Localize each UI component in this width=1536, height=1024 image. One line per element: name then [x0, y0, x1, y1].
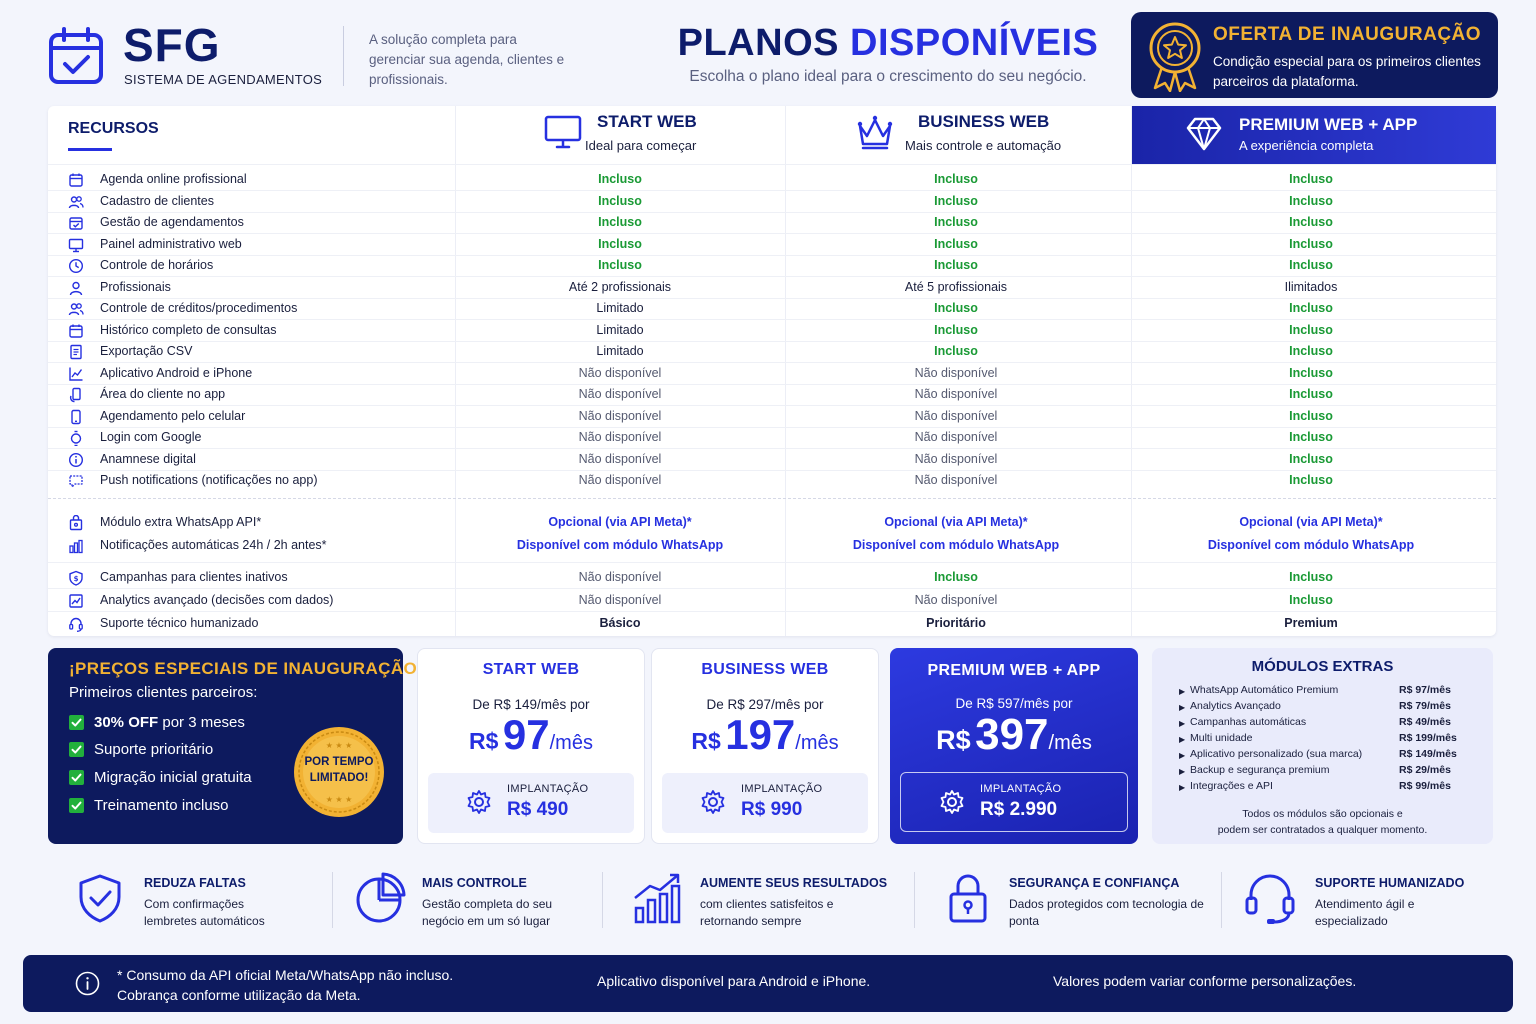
monitor-icon [68, 237, 84, 253]
plan-value-cell: Opcional (via API Meta)* [1239, 515, 1383, 529]
gear-icon [700, 789, 726, 815]
monitor-icon [543, 112, 583, 152]
plan-subtitle: Mais controle e automação [905, 138, 1062, 153]
feature-label: Notificações automáticas 24h / 2h antes* [100, 537, 327, 552]
module-item [1179, 780, 1479, 795]
plan-value-cell: Opcional (via API Meta)* [884, 515, 1028, 529]
feature-row [48, 406, 1496, 428]
feature-label: Controle de horários [100, 258, 214, 272]
page-title [668, 20, 1108, 66]
plan-value-cell: Incluso [1289, 593, 1333, 607]
bullet-icon: ▶ [1179, 751, 1186, 760]
crown-icon [855, 112, 895, 152]
plan-value-cell: Até 5 profissionais [904, 279, 1008, 294]
feature-label: Painel administrativo web [100, 236, 242, 251]
promo-item-text: Treinamento incluso [94, 797, 229, 814]
setup-fee-value: R$ 990 [741, 799, 803, 820]
features-header: RECURSOS [68, 120, 159, 137]
promo-item-bold: 30% OFF [94, 714, 159, 731]
users-icon [68, 194, 84, 210]
plan-value-cell: Incluso [934, 344, 978, 358]
plan-value-cell: Não disponível [914, 430, 998, 444]
headset-icon [68, 616, 84, 632]
module-price: R$ 97/mês [1399, 684, 1451, 696]
calendar-check-icon [48, 26, 104, 86]
feature-row [48, 277, 1496, 299]
calendar-icon [68, 323, 84, 339]
price-original: De R$ 597/mês por [955, 696, 1073, 711]
module-price: R$ 29/mês [1399, 764, 1451, 776]
setup-fee-box [662, 773, 868, 833]
benefit-text: Gestão completa do seu negócio em um só lugar [422, 897, 553, 928]
row-divider [48, 562, 1496, 563]
feature-row [48, 512, 1496, 534]
plan-value-cell: Incluso [598, 172, 642, 186]
plan-value-cell: Até 2 profissionais [568, 279, 672, 294]
header [0, 0, 1536, 104]
offer-title: OFERTA DE INAUGURAÇÃO [1213, 24, 1482, 45]
plan-value-cell: Incluso [598, 193, 642, 208]
setup-fee-label: IMPLANTAÇÃO [980, 783, 1062, 795]
price-card-start[interactable] [417, 648, 645, 844]
check-icon [69, 742, 84, 757]
benefit-title: SEGURANÇA E CONFIANÇA [1009, 876, 1180, 890]
feature-row [48, 384, 1496, 406]
phone-icon [68, 409, 84, 425]
module-price: R$ 79/mês [1399, 700, 1451, 712]
plan-value-cell: Não disponível [914, 387, 998, 401]
promo-item [69, 768, 319, 788]
modules-note [1152, 806, 1493, 838]
promo-item-text: Suporte prioritário [94, 741, 214, 758]
plan-value-cell: Disponível com módulo WhatsApp [1207, 537, 1415, 552]
footer-app-note: Aplicativo disponível para Android e iPhone. [597, 973, 871, 989]
setup-fee-value: R$ 490 [507, 799, 569, 820]
benefit-more-control [352, 866, 597, 936]
promo-title: ¡PREÇOS ESPECIAIS DE INAUGURAÇÃO [69, 659, 418, 678]
bullet-icon: ▶ [1179, 735, 1186, 744]
benefit-title: MAIS CONTROLE [422, 876, 527, 890]
modules-note-line-1: Todos os módulos são opcionais e [1242, 808, 1403, 820]
svg-text:$: $ [73, 575, 79, 583]
price-card-title: PREMIUM WEB + APP [927, 662, 1101, 679]
price-original: De R$ 149/mês por [472, 697, 590, 712]
bullet-icon: ▶ [1179, 703, 1186, 712]
price-value [652, 711, 878, 759]
feature-label: Suporte técnico humanizado [100, 616, 259, 630]
price-card-title: BUSINESS WEB [701, 661, 829, 678]
plan-value-cell: Básico [599, 616, 641, 630]
row-divider [48, 611, 1496, 612]
tagline: A solução completa para gerenciar sua agenda, clientes e profissionais. [369, 32, 565, 87]
row-divider [48, 164, 1496, 165]
gear-icon [466, 789, 492, 815]
feature-row [48, 567, 1496, 589]
benefit-text: Dados protegidos com tecnologia de ponta [1009, 897, 1204, 928]
feature-label: Área do cliente no app [100, 387, 226, 401]
plan-header-start [455, 106, 785, 164]
plan-value-cell: Opcional (via API Meta)* [548, 515, 692, 529]
benefit-results [630, 866, 910, 936]
bars-icon [68, 538, 84, 554]
promo-item [69, 740, 319, 760]
extra-modules-panel [1152, 648, 1493, 844]
module-price: R$ 199/mês [1399, 732, 1457, 744]
headset-icon [1242, 870, 1298, 926]
feature-label: Gestão de agendamentos [100, 215, 244, 229]
feature-label: Controle de créditos/procedimentos [100, 301, 298, 315]
row-divider [48, 588, 1496, 589]
price-card-business[interactable] [651, 648, 879, 844]
offer-banner [1131, 12, 1498, 98]
plan-value-cell: Incluso [934, 301, 978, 315]
plan-value-cell: Não disponível [578, 387, 662, 401]
plan-value-cell: Disponível com módulo WhatsApp [852, 537, 1060, 552]
plan-header-business [785, 106, 1131, 164]
promo-item-text: Migração inicial gratuita [94, 769, 252, 786]
seal-text [293, 754, 385, 786]
benefit-divider [332, 872, 333, 928]
seal-line-1: POR TEMPO [304, 756, 374, 768]
module-price: R$ 149/mês [1399, 748, 1457, 760]
plan-value-cell: Incluso [1289, 322, 1333, 337]
plan-value-cell: Não disponível [578, 451, 662, 466]
plan-value-cell: Incluso [1289, 258, 1333, 272]
plan-value-cell: Incluso [1289, 570, 1333, 584]
phone-hand-icon [68, 387, 84, 403]
feature-row [48, 341, 1496, 363]
feature-label: Módulo extra WhatsApp API* [100, 515, 262, 529]
plan-value-cell: Não disponível [914, 408, 998, 423]
feature-row [48, 234, 1496, 256]
plan-value-cell: Incluso [598, 258, 642, 272]
setup-fee-label: IMPLANTAÇÃO [741, 783, 823, 795]
svg-text:★ ★ ★: ★ ★ ★ [325, 795, 353, 804]
pie-chart-icon [352, 870, 408, 926]
feature-label: Anamnese digital [100, 451, 196, 466]
plan-value-cell: Não disponível [914, 473, 998, 487]
check-icon [69, 770, 84, 785]
price-value [890, 710, 1138, 760]
feature-row [48, 363, 1496, 385]
benefit-reduce-absences [72, 866, 322, 936]
growth-chart-icon [630, 870, 686, 926]
price-period: /mês [795, 732, 839, 754]
bullet-icon: ▶ [1179, 687, 1186, 696]
calendar-check-icon [68, 215, 84, 231]
footer-api-note-line-2: Cobrança conforme utilização da Meta. [117, 987, 361, 1003]
plan-value-cell: Incluso [934, 258, 978, 272]
feature-label: Campanhas para clientes inativos [100, 570, 288, 584]
plan-value-cell: Incluso [598, 236, 642, 251]
plan-value-cell: Incluso [1289, 365, 1333, 380]
bullet-icon: ▶ [1179, 719, 1186, 728]
document-icon [68, 344, 84, 360]
feature-row [48, 298, 1496, 320]
plan-header-premium [1132, 106, 1496, 164]
price-card-title: START WEB [482, 661, 580, 678]
benefit-title: REDUZA FALTAS [144, 876, 246, 890]
plan-value-cell: Incluso [1289, 172, 1333, 186]
lock-icon [940, 870, 996, 926]
gear-icon [939, 789, 965, 815]
benefit-divider [602, 872, 603, 928]
plan-value-cell: Incluso [1289, 473, 1333, 487]
promo-subtitle: Primeiros clientes parceiros: [69, 684, 258, 701]
module-price: R$ 99/mês [1399, 780, 1451, 792]
price-amount: 397 [975, 710, 1049, 759]
setup-fee-box [428, 773, 634, 833]
benefit-text: Atendimento ágil e especializado [1315, 897, 1415, 928]
offer-text: Condição especial para os primeiros clientes parceiros da plataforma. [1213, 54, 1481, 89]
plan-value-cell: Incluso [1289, 236, 1333, 251]
plan-value-cell: Incluso [598, 215, 642, 229]
info-icon [75, 971, 100, 996]
module-item [1179, 764, 1479, 779]
footer-api-note [117, 965, 453, 1005]
feature-row [48, 535, 1496, 557]
bullet-icon: ▶ [1179, 783, 1186, 792]
chart-icon [68, 366, 84, 382]
setup-fee-box [900, 772, 1128, 832]
module-name: WhatsApp Automático Premium [1190, 684, 1339, 696]
feature-label: Histórico completo de consultas [100, 322, 277, 337]
plan-value-cell: Incluso [934, 215, 978, 229]
check-icon [69, 715, 84, 730]
footer-api-note-line-1: * Consumo da API oficial Meta/WhatsApp não incluso. [117, 967, 454, 983]
module-name: Backup e segurança premium [1190, 764, 1330, 776]
check-icon [69, 798, 84, 813]
feature-row [48, 590, 1496, 612]
plan-value-cell: Incluso [934, 322, 978, 337]
footer [23, 955, 1513, 1012]
module-item [1179, 716, 1479, 731]
feature-row [48, 169, 1496, 191]
plan-value-cell: Incluso [934, 193, 978, 208]
plan-value-cell: Premium [1284, 616, 1338, 630]
page-subtitle: Escolha o plano ideal para o crescimento do seu negócio. [689, 68, 1087, 85]
chat-icon [68, 473, 84, 489]
feature-label: Push notifications (notificações no app) [100, 473, 318, 487]
plan-value-cell: Prioritário [926, 616, 986, 630]
price-currency: R$ [469, 728, 499, 754]
shield-check-icon [72, 870, 128, 926]
plan-value-cell: Não disponível [578, 365, 662, 380]
price-value [418, 711, 644, 759]
plan-name: PREMIUM WEB + APP [1239, 115, 1418, 134]
plan-value-cell: Não disponível [914, 451, 998, 466]
feature-label: Analytics avançado (decisões com dados) [100, 593, 334, 607]
benefit-title: SUPORTE HUMANIZADO [1315, 876, 1465, 890]
module-name: Analytics Avançado [1190, 700, 1281, 712]
feature-row [48, 212, 1496, 234]
title-part-2: DISPONÍVEIS [850, 22, 1099, 64]
feature-row [48, 255, 1496, 277]
bullet-icon: ▶ [1179, 767, 1186, 776]
price-original: De R$ 297/mês por [706, 697, 824, 712]
plan-value-cell: Incluso [934, 570, 978, 584]
plan-value-cell: Não disponível [578, 430, 662, 444]
feature-label: Cadastro de clientes [100, 193, 214, 208]
plan-value-cell: Incluso [1289, 301, 1333, 315]
plan-value-cell: Não disponível [578, 593, 662, 607]
module-name: Campanhas automáticas [1190, 716, 1307, 728]
benefit-text: com clientes satisfeitos e retornando sempre [700, 897, 834, 928]
footer-values-note: Valores podem variar conforme personalizações. [1053, 973, 1357, 989]
title-part-1: PLANOS [677, 22, 851, 64]
plan-value-cell: Incluso [1289, 193, 1333, 208]
plan-value-cell: Ilimitados [1284, 279, 1338, 294]
plan-value-cell: Não disponível [914, 365, 998, 380]
price-card-premium[interactable] [890, 648, 1138, 844]
seal-line-2: LIMITADO! [309, 772, 369, 784]
feature-label: Agendamento pelo celular [100, 408, 246, 423]
module-item [1179, 700, 1479, 715]
feature-label: Profissionais [100, 279, 171, 294]
clock-icon [68, 258, 84, 274]
svg-text:★ ★ ★: ★ ★ ★ [325, 741, 353, 750]
benefit-text: Com confirmações lembretes automáticos [144, 897, 265, 928]
plan-value-cell: Incluso [934, 236, 978, 251]
header-divider [343, 26, 344, 86]
users-icon [68, 301, 84, 317]
plan-value-cell: Incluso [934, 172, 978, 186]
promo-item [69, 796, 319, 816]
section-divider [48, 498, 1496, 499]
plan-value-cell: Disponível com módulo WhatsApp [516, 537, 724, 552]
plan-value-cell: Limitado [596, 301, 644, 315]
plan-value-cell: Limitado [596, 344, 644, 358]
module-name: Aplicativo personalizado (sua marca) [1190, 748, 1363, 760]
module-item [1179, 748, 1479, 763]
comparison-table [48, 106, 1496, 636]
plan-subtitle: A experiência completa [1239, 138, 1374, 153]
brand-name: SFG [123, 19, 221, 71]
feature-row [48, 320, 1496, 342]
shield-dollar-icon [68, 570, 84, 586]
feature-row [48, 470, 1496, 492]
module-item [1179, 732, 1479, 747]
module-name: Multi unidade [1190, 732, 1253, 744]
plan-value-cell: Incluso [1289, 215, 1333, 229]
features-header-underline [68, 148, 112, 151]
brand-subtitle: SISTEMA DE AGENDAMENTOS [124, 72, 323, 87]
benefit-support [1242, 866, 1482, 936]
feature-label: Aplicativo Android e iPhone [100, 365, 253, 380]
module-name: Integrações e API [1190, 780, 1273, 792]
feature-row [48, 613, 1496, 635]
feature-row [48, 427, 1496, 449]
benefit-title: AUMENTE SEUS RESULTADOS [700, 876, 888, 890]
plan-name: BUSINESS WEB [918, 112, 1050, 131]
info-circle-icon [68, 452, 84, 468]
analytics-icon [68, 593, 84, 609]
box-icon [68, 515, 84, 531]
price-currency: R$ [936, 725, 971, 755]
feature-label: Exportação CSV [100, 344, 193, 358]
plan-value-cell: Não disponível [578, 570, 662, 584]
plan-value-cell: Incluso [1289, 387, 1333, 401]
setup-fee-label: IMPLANTAÇÃO [507, 783, 589, 795]
price-amount: 197 [725, 711, 796, 758]
plan-value-cell: Não disponível [578, 408, 662, 423]
plan-subtitle: Ideal para começar [585, 138, 697, 153]
plan-value-cell: Não disponível [914, 593, 998, 607]
modules-title: MÓDULOS EXTRAS [1251, 658, 1394, 675]
benefit-divider [914, 872, 915, 928]
user-icon [68, 280, 84, 296]
promo-item [69, 713, 319, 733]
benefit-security [940, 866, 1210, 936]
watch-icon [68, 430, 84, 446]
benefit-divider [1221, 872, 1222, 928]
price-period: /mês [1048, 732, 1092, 754]
plan-value-cell: Incluso [1289, 344, 1333, 358]
price-amount: 97 [502, 711, 550, 758]
price-period: /mês [549, 732, 593, 754]
modules-note-line-2: podem ser contratados a qualquer momento. [1217, 824, 1428, 836]
feature-label: Agenda online profissional [100, 172, 247, 186]
module-price: R$ 49/mês [1399, 716, 1451, 728]
feature-row [48, 191, 1496, 213]
plan-value-cell: Incluso [1289, 451, 1333, 466]
calendar-icon [68, 172, 84, 188]
diamond-icon [1184, 114, 1224, 154]
award-badge-icon [1145, 20, 1205, 92]
plan-value-cell: Limitado [596, 322, 644, 337]
module-item [1179, 684, 1479, 699]
plan-value-cell: Incluso [1289, 408, 1333, 423]
promo-item-text: por 3 meses [158, 714, 245, 731]
plan-name: START WEB [597, 112, 697, 131]
feature-label: Login com Google [100, 430, 202, 444]
plan-value-cell: Não disponível [578, 473, 662, 487]
plan-value-cell: Incluso [1289, 430, 1333, 444]
promo-panel [48, 648, 418, 844]
feature-row [48, 449, 1496, 471]
setup-fee-value: R$ 2.990 [980, 799, 1058, 820]
price-currency: R$ [691, 728, 721, 754]
